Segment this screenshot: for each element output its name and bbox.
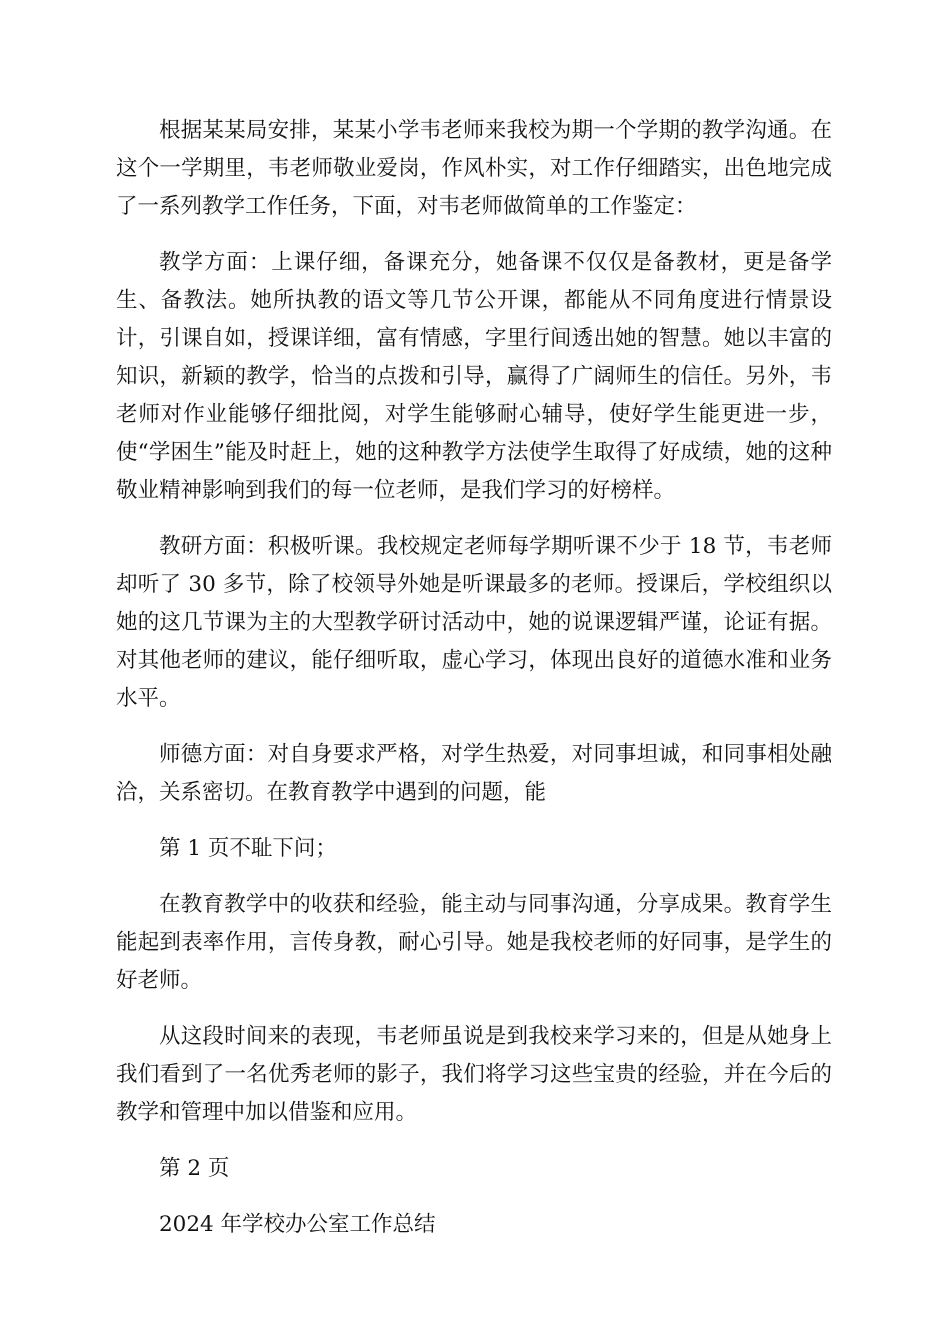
paragraph-sharing: 在教育教学中的收获和经验，能主动与同事沟通，分享成果。教育学生能起到表率作用，言传身教，耐心引导。她是我校老师的好同事，是学生的好老师。 (116, 892, 832, 993)
document-page (116, 112, 832, 1262)
next-document-title: 2024 年学校办公室工作总结 (159, 1212, 436, 1237)
paragraph-intro: 根据某某局安排，某某小学韦老师来我校为期一个学期的教学沟通。在这个一学期里，韦老师敬业爱岗，作风朴实，对工作仔细踏实，出色地完成了一系列教学工作任务，下面，对韦老师做简单的工作鉴定： (116, 118, 832, 219)
paragraph-conclusion: 从这段时间来的表现，韦老师虽说是到我校来学习来的，但是从她身上我们看到了一名优秀老师的影子，我们将学习这些宝贵的经验，并在今后的教学和管理中加以借鉴和应用。 (116, 1024, 832, 1125)
page-marker-1: 第 1 页不耻下问； (159, 836, 337, 861)
paragraph-research: 教研方面：积极听课。我校规定老师每学期听课不少于 18 节，韦老师却听了 30 多节，除了校领导外她是听课最多的老师。授课后，学校组织以她的这几节课为主的大型教学研讨活动中，她的说课逻辑严谨，论证有据。对其他老师的建议，能仔细听取，虚心学习，体现出良好的道德水准和业务水平。 (116, 534, 832, 711)
paragraph-teaching: 教学方面：上课仔细，备课充分，她备课不仅仅是备教材，更是备学生、备教法。她所执教的语文等几节公开课，都能从不同角度进行情景设计，引课自如，授课详细，富有情感，字里行间透出她的智慧。她以丰富的知识，新颖的教学，恰当的点拨和引导，赢得了广阔师生的信任。另外，韦老师对作业能够仔细批阅，对学生能够耐心辅导，使好学生能更进一步，使“学困生”能及时赶上，她的这种教学方法使学生取得了好成绩，她的这种敬业精神影响到我们的每一位老师，是我们学习的好榜样。 (116, 250, 832, 503)
paragraph-ethics: 师德方面：对自身要求严格，对学生热爱，对同事坦诚，和同事相处融洽，关系密切。在教育教学中遇到的问题，能 (116, 742, 832, 805)
page-marker-2: 第 2 页 (159, 1156, 230, 1181)
